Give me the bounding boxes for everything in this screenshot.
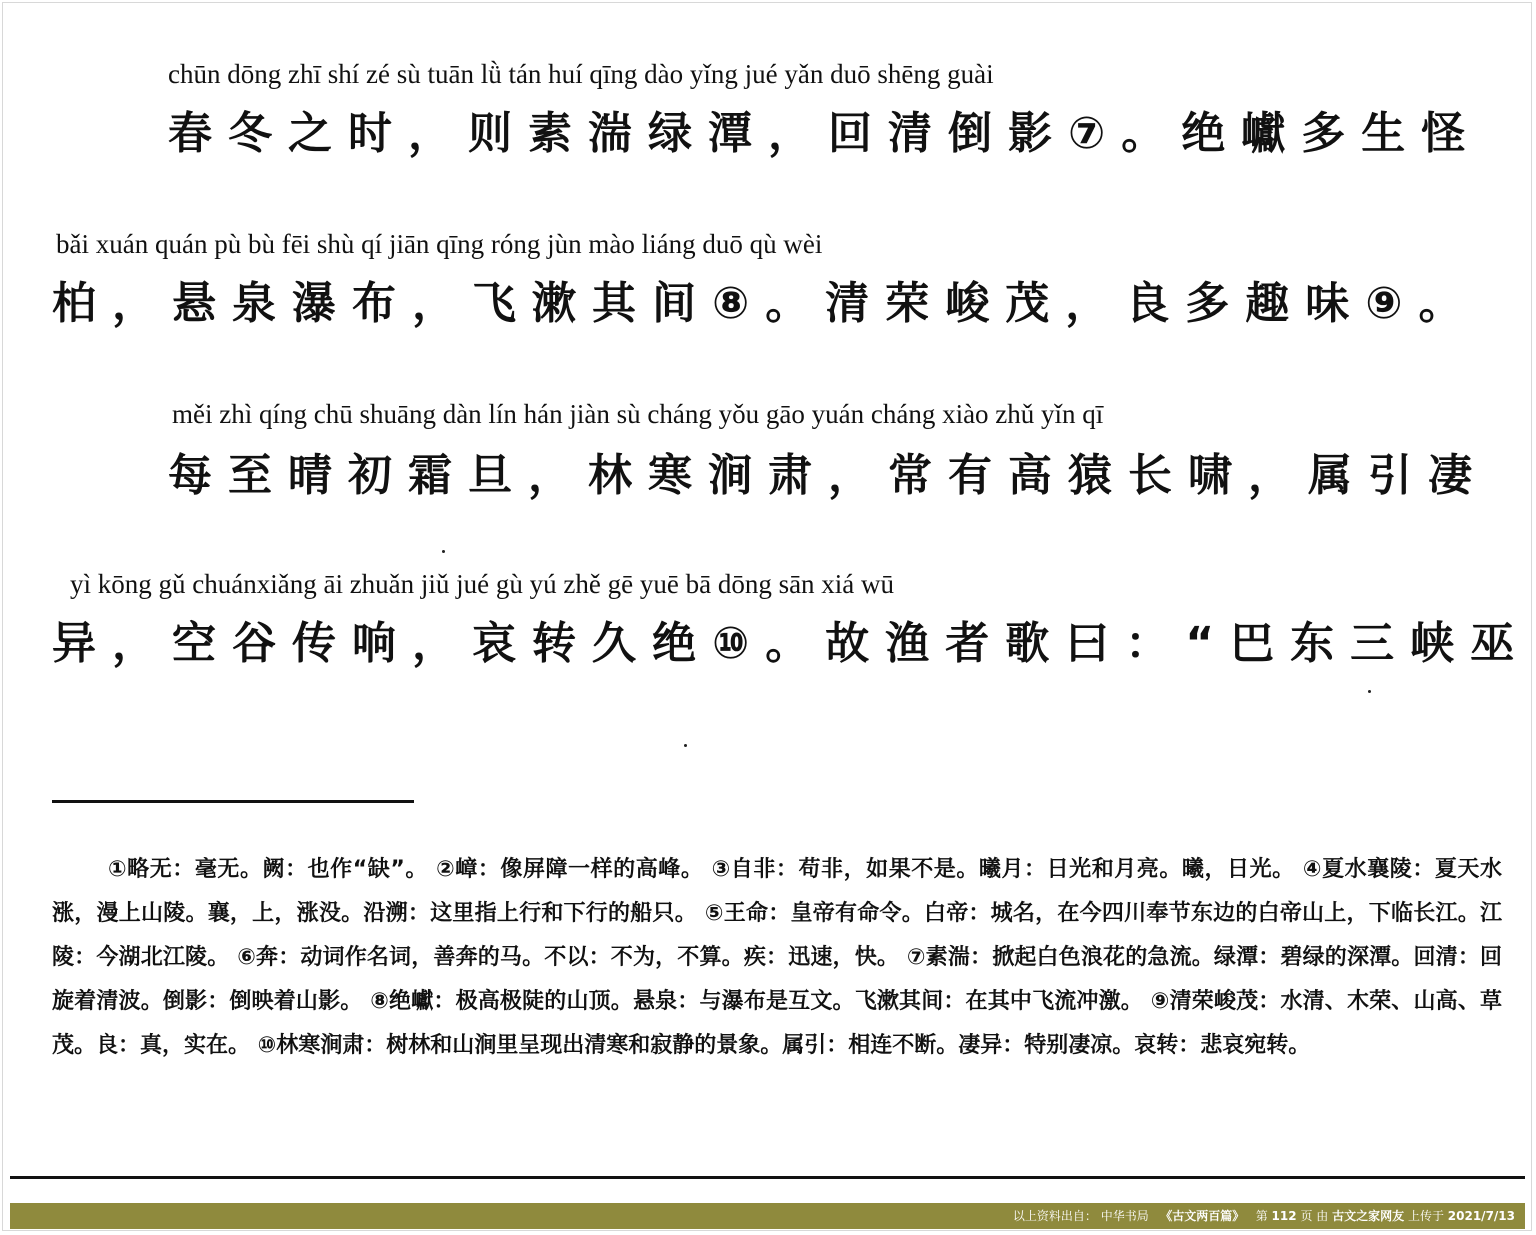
upload-date: 2021/7/13 (1447, 1209, 1515, 1223)
book-title: 《古文两百篇》 (1160, 1209, 1245, 1223)
bottom-rule (10, 1176, 1525, 1179)
speck-mark (442, 550, 445, 553)
footnotes (52, 848, 1502, 1068)
page-suffix: 页 由 (1300, 1209, 1329, 1223)
pinyin-line-1: chūn dōng zhī shí zé sù tuān lǜ tán huí qīng dào yǐng jué yǎn duō shēng guài (168, 59, 994, 89)
speck-mark (1368, 690, 1371, 693)
upload-label: 上传于 (1407, 1209, 1444, 1223)
source-footer (10, 1203, 1525, 1229)
text-line-3: 每至晴初霜旦，林寒涧肃，常有高猿长啸，属引凄 (168, 450, 1488, 501)
pinyin-line-2: bǎi xuán quán pù bù fēi shù qí jiān qīng róng jùn mào liáng duō qù wèi (56, 229, 823, 259)
pinyin-line-3: měi zhì qíng chū shuāng dàn lín hán jiàn sù cháng yǒu gāo yuán cháng xiào zhǔ yǐn qī (172, 399, 1104, 429)
page-number: 112 (1271, 1209, 1297, 1223)
text-line-2: 柏，悬泉瀑布，飞漱其间⑧。清荣峻茂，良多趣味⑨。 (52, 278, 1479, 329)
text-line-4: 异，空谷传响，哀转久绝⑩。故渔者歌曰：“巴东三峡巫 (52, 618, 1531, 669)
text-line-1: 春冬之时，则素湍绿潭，回清倒影⑦。绝巘多生怪 (168, 108, 1482, 159)
footnote-divider (52, 800, 414, 803)
pinyin-line-4: yì kōng gǔ chuánxiǎng āi zhuǎn jiǔ jué gù yú zhě gē yuē bā dōng sān xiá wū (70, 569, 895, 599)
source-label: 以上资料出自： (1012, 1209, 1097, 1223)
footnote-text: ①略无：毫无。阙：也作“缺”。 ②嶂：像屏障一样的高峰。 ③自非：苟非，如果不是。曦月：日光和月亮。曦，日光。 ④夏水襄陵：夏天水涨，漫上山陵。襄，上，涨没。沿溯：这里指上行和下行的船只。 ⑤王命：皇帝有命令。白帝：城名，在今四川奉节东边的白帝山上，下临长江。江陵：今湖北江陵。 ⑥奔：动词作名词，善奔的马。不以：不为，不算。疾：迅速，快。 ⑦素湍：掀起白色浪花的急流。绿潭：碧绿的深潭。回清：回旋着清波。倒影：倒映着山影。 ⑧绝巘：极高极陡的山顶。悬泉：与瀑布是互文。飞漱其间：在其中飞流冲激。 ⑨清荣峻茂：水清、木荣、山高、草茂。良：真，实在。 ⑩林寒涧肃：树林和山涧里呈现出清寒和寂静的景象。属引：相连不断。凄异：特别凄凉。哀转：悲哀宛转。 (52, 857, 1502, 1058)
uploader: 古文之家网友 (1332, 1209, 1405, 1223)
publisher: 中华书局 (1100, 1209, 1149, 1223)
page-prefix: 第 (1255, 1209, 1268, 1223)
speck-mark (684, 744, 687, 747)
